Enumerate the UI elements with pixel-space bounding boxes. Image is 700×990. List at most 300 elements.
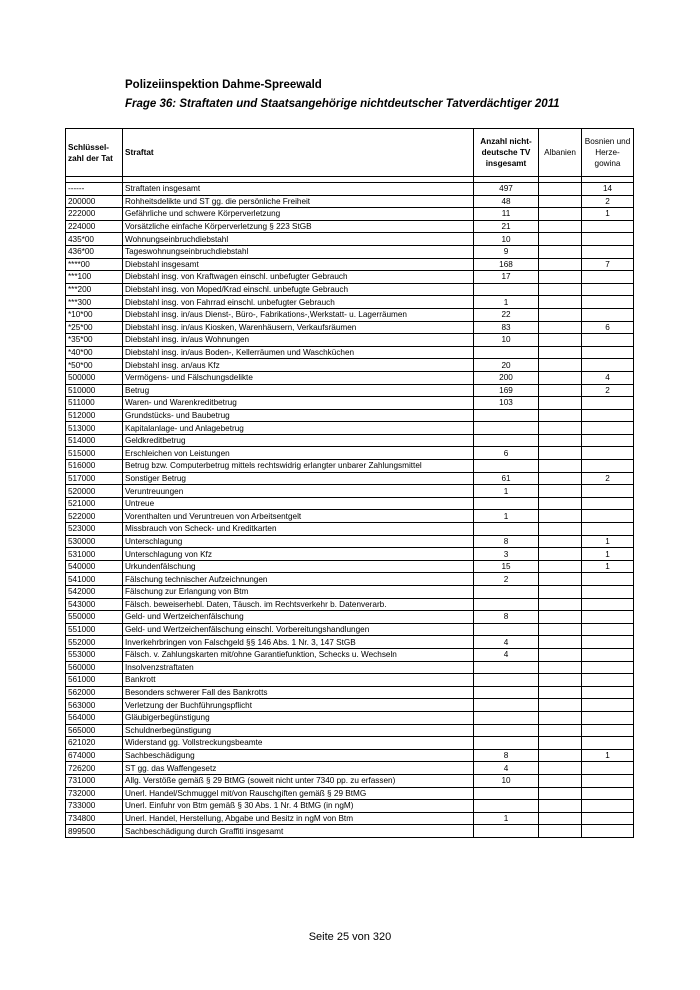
cell-bosnia (582, 233, 634, 246)
cell-total: 21 (474, 220, 539, 233)
cell-bosnia (582, 774, 634, 787)
table-row (66, 183, 634, 196)
cell-albania (539, 812, 582, 825)
cell-offense: Unterschlagung (123, 535, 474, 548)
cell-key: 435*00 (66, 233, 123, 246)
cell-total: 8 (474, 611, 539, 624)
cell-key: 726200 (66, 762, 123, 775)
cell-total: 10 (474, 774, 539, 787)
table-row (66, 460, 634, 473)
cell-albania (539, 434, 582, 447)
cell-bosnia (582, 296, 634, 309)
table-row (66, 787, 634, 800)
cell-albania (539, 749, 582, 762)
cell-bosnia: 1 (582, 560, 634, 573)
cell-key: 523000 (66, 523, 123, 536)
table-row (66, 472, 634, 485)
cell-albania (539, 472, 582, 485)
table-row (66, 346, 634, 359)
cell-albania (539, 258, 582, 271)
cell-offense: Wohnungseinbruchdiebstahl (123, 233, 474, 246)
cell-key: 517000 (66, 472, 123, 485)
table-row (66, 674, 634, 687)
cell-bosnia (582, 586, 634, 599)
table-row (66, 523, 634, 536)
cell-bosnia (582, 308, 634, 321)
cell-offense: Vorenthalten und Veruntreuen von Arbeitsentgelt (123, 510, 474, 523)
cell-offense: Unerl. Handel/Schmuggel mit/von Rauschgiften gemäß § 29 BtMG (123, 787, 474, 800)
cell-total: 9 (474, 245, 539, 258)
cell-offense: Untreue (123, 497, 474, 510)
cell-bosnia (582, 623, 634, 636)
document-title: Frage 36: Straftaten und Staatsangehörige nichtdeutscher Tatverdächtiger 2011 (125, 98, 560, 110)
cell-offense: Betrug bzw. Computerbetrug mittels rechtswidrig erlangter unbarer Zahlungsmittel (123, 460, 474, 473)
cell-bosnia (582, 485, 634, 498)
cell-bosnia (582, 460, 634, 473)
column-header-albania: Albanien (539, 129, 582, 177)
table-row (66, 334, 634, 347)
cell-bosnia (582, 434, 634, 447)
cell-key: 551000 (66, 623, 123, 636)
table-row (66, 737, 634, 750)
cell-total (474, 661, 539, 674)
cell-albania (539, 183, 582, 196)
cell-key: *10*00 (66, 308, 123, 321)
table-row (66, 296, 634, 309)
cell-key: 552000 (66, 636, 123, 649)
cell-bosnia (582, 661, 634, 674)
cell-offense: Diebstahl insg. in/aus Wohnungen (123, 334, 474, 347)
cell-total: 11 (474, 208, 539, 221)
cell-bosnia (582, 825, 634, 838)
cell-key: 520000 (66, 485, 123, 498)
table-row (66, 749, 634, 762)
table-row (66, 598, 634, 611)
table-row (66, 397, 634, 410)
cell-albania (539, 737, 582, 750)
table-row (66, 485, 634, 498)
cell-key: *50*00 (66, 359, 123, 372)
column-header-offense: Straftat (123, 129, 474, 177)
cell-offense: Fälschung zur Erlangung von Btm (123, 586, 474, 599)
table-row (66, 535, 634, 548)
cell-bosnia (582, 497, 634, 510)
cell-key: ------ (66, 183, 123, 196)
table-row (66, 497, 634, 510)
cell-offense: Sonstiger Betrug (123, 472, 474, 485)
cell-albania (539, 283, 582, 296)
cell-total (474, 800, 539, 813)
cell-bosnia: 6 (582, 321, 634, 334)
cell-key: 564000 (66, 711, 123, 724)
cell-total: 1 (474, 510, 539, 523)
cell-total: 17 (474, 271, 539, 284)
cell-key: *40*00 (66, 346, 123, 359)
table-row (66, 699, 634, 712)
cell-offense: Bankrott (123, 674, 474, 687)
table-row (66, 724, 634, 737)
cell-bosnia (582, 422, 634, 435)
cell-total (474, 711, 539, 724)
cell-total (474, 523, 539, 536)
table-row (66, 586, 634, 599)
cell-key: 515000 (66, 447, 123, 460)
cell-total (474, 460, 539, 473)
cell-total (474, 434, 539, 447)
cell-total: 15 (474, 560, 539, 573)
cell-albania (539, 460, 582, 473)
cell-total: 83 (474, 321, 539, 334)
cell-total (474, 497, 539, 510)
cell-albania (539, 371, 582, 384)
cell-key: 530000 (66, 535, 123, 548)
cell-bosnia (582, 346, 634, 359)
cell-key: 621020 (66, 737, 123, 750)
table-row (66, 648, 634, 661)
cell-total: 8 (474, 749, 539, 762)
cell-albania (539, 548, 582, 561)
cell-key: 514000 (66, 434, 123, 447)
cell-albania (539, 636, 582, 649)
cell-key: 522000 (66, 510, 123, 523)
table-row (66, 510, 634, 523)
cell-key: 222000 (66, 208, 123, 221)
cell-albania (539, 661, 582, 674)
cell-key: 521000 (66, 497, 123, 510)
cell-bosnia (582, 636, 634, 649)
cell-albania (539, 762, 582, 775)
cell-offense: Gläubigerbegünstigung (123, 711, 474, 724)
table-row (66, 409, 634, 422)
cell-key: 510000 (66, 384, 123, 397)
cell-albania (539, 800, 582, 813)
cell-offense: Diebstahl insgesamt (123, 258, 474, 271)
cell-albania (539, 586, 582, 599)
table-row (66, 208, 634, 221)
cell-key: 540000 (66, 560, 123, 573)
cell-albania (539, 422, 582, 435)
cell-key: 531000 (66, 548, 123, 561)
cell-bosnia (582, 648, 634, 661)
cell-albania (539, 321, 582, 334)
cell-offense: Vermögens- und Fälschungsdelikte (123, 371, 474, 384)
cell-offense: Rohheitsdelikte und ST gg. die persönliche Freiheit (123, 195, 474, 208)
cell-bosnia: 1 (582, 548, 634, 561)
cell-offense: Gefährliche und schwere Körperverletzung (123, 208, 474, 221)
cell-bosnia: 7 (582, 258, 634, 271)
cell-key: 516000 (66, 460, 123, 473)
cell-offense: Unerl. Einfuhr von Btm gemäß § 30 Abs. 1 Nr. 4 BtMG (in ngM) (123, 800, 474, 813)
cell-offense: Diebstahl insg. von Kraftwagen einschl. unbefugter Gebrauch (123, 271, 474, 284)
cell-offense: Insolvenzstraftaten (123, 661, 474, 674)
cell-key: ***300 (66, 296, 123, 309)
organization-title: Polizeiinspektion Dahme-Spreewald (125, 79, 322, 91)
cell-bosnia: 2 (582, 195, 634, 208)
cell-key: 732000 (66, 787, 123, 800)
table-row (66, 422, 634, 435)
cell-key: 565000 (66, 724, 123, 737)
cell-albania (539, 648, 582, 661)
cell-offense: Betrug (123, 384, 474, 397)
table-row (66, 233, 634, 246)
column-header-total: Anzahl nicht-deutsche TV insgesamt (474, 129, 539, 177)
cell-albania (539, 510, 582, 523)
cell-key: 512000 (66, 409, 123, 422)
cell-offense: Geld- und Wertzeichenfälschung einschl. Vorbereitungshandlungen (123, 623, 474, 636)
table-row (66, 611, 634, 624)
cell-bosnia: 2 (582, 384, 634, 397)
cell-total: 61 (474, 472, 539, 485)
cell-offense: Urkundenfälschung (123, 560, 474, 573)
table-row (66, 812, 634, 825)
cell-albania (539, 497, 582, 510)
cell-offense: Geldkreditbetrug (123, 434, 474, 447)
cell-key: 733000 (66, 800, 123, 813)
cell-offense: Sachbeschädigung (123, 749, 474, 762)
table-row (66, 774, 634, 787)
cell-albania (539, 611, 582, 624)
cell-offense: Tageswohnungseinbruchdiebstahl (123, 245, 474, 258)
page-number: Seite 25 von 320 (308, 931, 392, 943)
cell-bosnia (582, 271, 634, 284)
cell-offense: Grundstücks- und Baubetrug (123, 409, 474, 422)
cell-total: 6 (474, 447, 539, 460)
cell-albania (539, 825, 582, 838)
cell-total: 3 (474, 548, 539, 561)
cell-offense: Unerl. Handel, Herstellung, Abgabe und Besitz in ngM von Btm (123, 812, 474, 825)
cell-bosnia (582, 359, 634, 372)
column-header-key: Schlüssel-zahl der Tat (66, 129, 123, 177)
cell-offense: Missbrauch von Scheck- und Kreditkarten (123, 523, 474, 536)
cell-key: 542000 (66, 586, 123, 599)
cell-albania (539, 195, 582, 208)
cell-offense: Diebstahl insg. in/aus Boden-, Kellerräumen und Waschküchen (123, 346, 474, 359)
cell-albania (539, 220, 582, 233)
cell-albania (539, 560, 582, 573)
cell-offense: Schuldnerbegünstigung (123, 724, 474, 737)
cell-total: 200 (474, 371, 539, 384)
cell-bosnia (582, 334, 634, 347)
cell-key: 553000 (66, 648, 123, 661)
cell-bosnia: 1 (582, 749, 634, 762)
cell-total: 4 (474, 636, 539, 649)
cell-key: ***200 (66, 283, 123, 296)
cell-key: 674000 (66, 749, 123, 762)
cell-offense: Diebstahl insg. an/aus Kfz (123, 359, 474, 372)
cell-key: 500000 (66, 371, 123, 384)
cell-bosnia (582, 800, 634, 813)
cell-total (474, 586, 539, 599)
table-row (66, 447, 634, 460)
cell-offense: Besonders schwerer Fall des Bankrotts (123, 686, 474, 699)
cell-offense: Erschleichen von Leistungen (123, 447, 474, 460)
cell-bosnia (582, 724, 634, 737)
table-row (66, 308, 634, 321)
table-row (66, 220, 634, 233)
cell-key: 734800 (66, 812, 123, 825)
table-row (66, 825, 634, 838)
cell-albania (539, 245, 582, 258)
table-row (66, 434, 634, 447)
cell-bosnia (582, 283, 634, 296)
table-row (66, 245, 634, 258)
cell-total (474, 422, 539, 435)
cell-albania (539, 573, 582, 586)
cell-key: 899500 (66, 825, 123, 838)
cell-total: 48 (474, 195, 539, 208)
cell-offense: Diebstahl insg. in/aus Dienst-, Büro-, Fabrikations-,Werkstatt- u. Lagerräumen (123, 308, 474, 321)
cell-bosnia (582, 573, 634, 586)
cell-offense: Verletzung der Buchführungspflicht (123, 699, 474, 712)
cell-offense: Fälsch. v. Zahlungskarten mit/ohne Garantiefunktion, Schecks u. Wechseln (123, 648, 474, 661)
cell-total (474, 686, 539, 699)
table-row (66, 258, 634, 271)
cell-bosnia (582, 245, 634, 258)
cell-albania (539, 359, 582, 372)
cell-total (474, 737, 539, 750)
cell-total: 10 (474, 233, 539, 246)
cell-bosnia (582, 737, 634, 750)
cell-key: 731000 (66, 774, 123, 787)
cell-offense: Diebstahl insg. in/aus Kiosken, Warenhäusern, Verkaufsräumen (123, 321, 474, 334)
cell-total (474, 283, 539, 296)
cell-key: ****00 (66, 258, 123, 271)
cell-offense: Unterschlagung von Kfz (123, 548, 474, 561)
table-row (66, 195, 634, 208)
crime-statistics-table (65, 128, 634, 838)
cell-albania (539, 208, 582, 221)
cell-total: 168 (474, 258, 539, 271)
cell-offense: Fälschung technischer Aufzeichnungen (123, 573, 474, 586)
cell-albania (539, 535, 582, 548)
cell-bosnia (582, 699, 634, 712)
cell-key: *25*00 (66, 321, 123, 334)
cell-total: 169 (474, 384, 539, 397)
cell-total: 10 (474, 334, 539, 347)
cell-total (474, 825, 539, 838)
cell-albania (539, 711, 582, 724)
cell-bosnia: 1 (582, 208, 634, 221)
cell-bosnia (582, 711, 634, 724)
cell-offense: Widerstand gg. Vollstreckungsbeamte (123, 737, 474, 750)
cell-total: 1 (474, 296, 539, 309)
cell-albania (539, 523, 582, 536)
cell-total: 8 (474, 535, 539, 548)
cell-total: 2 (474, 573, 539, 586)
table-row (66, 762, 634, 775)
cell-total: 4 (474, 648, 539, 661)
cell-total: 20 (474, 359, 539, 372)
cell-offense: Waren- und Warenkreditbetrug (123, 397, 474, 410)
cell-bosnia (582, 447, 634, 460)
cell-albania (539, 485, 582, 498)
cell-total: 497 (474, 183, 539, 196)
cell-bosnia (582, 674, 634, 687)
cell-bosnia (582, 510, 634, 523)
cell-key: 436*00 (66, 245, 123, 258)
cell-bosnia (582, 523, 634, 536)
cell-bosnia: 2 (582, 472, 634, 485)
cell-offense: Allg. Verstöße gemäß § 29 BtMG (soweit nicht unter 7340 pp. zu erfassen) (123, 774, 474, 787)
cell-albania (539, 699, 582, 712)
cell-albania (539, 334, 582, 347)
cell-albania (539, 271, 582, 284)
cell-key: 562000 (66, 686, 123, 699)
cell-albania (539, 409, 582, 422)
cell-bosnia: 4 (582, 371, 634, 384)
table-row (66, 661, 634, 674)
table-row (66, 384, 634, 397)
cell-offense: Geld- und Wertzeichenfälschung (123, 611, 474, 624)
cell-total: 1 (474, 812, 539, 825)
cell-bosnia (582, 220, 634, 233)
table-row (66, 548, 634, 561)
cell-albania (539, 397, 582, 410)
cell-total (474, 623, 539, 636)
table-row (66, 271, 634, 284)
cell-bosnia: 1 (582, 535, 634, 548)
cell-key: 200000 (66, 195, 123, 208)
cell-bosnia (582, 762, 634, 775)
table-row (66, 371, 634, 384)
cell-offense: Diebstahl insg. von Fahrrad einschl. unbefugter Gebrauch (123, 296, 474, 309)
cell-total (474, 598, 539, 611)
cell-total (474, 346, 539, 359)
cell-key: 543000 (66, 598, 123, 611)
table-row (66, 636, 634, 649)
cell-albania (539, 674, 582, 687)
cell-total (474, 674, 539, 687)
cell-key: 541000 (66, 573, 123, 586)
cell-albania (539, 598, 582, 611)
cell-albania (539, 384, 582, 397)
cell-total: 1 (474, 485, 539, 498)
cell-albania (539, 686, 582, 699)
table-row (66, 800, 634, 813)
cell-offense: Vorsätzliche einfache Körperverletzung § 223 StGB (123, 220, 474, 233)
cell-key: ***100 (66, 271, 123, 284)
cell-bosnia (582, 611, 634, 624)
cell-offense: Sachbeschädigung durch Graffiti insgesamt (123, 825, 474, 838)
table-row (66, 711, 634, 724)
cell-total (474, 409, 539, 422)
cell-albania (539, 787, 582, 800)
table-row (66, 623, 634, 636)
cell-total (474, 699, 539, 712)
column-header-bosnia: Bosnien und Herze-gowina (582, 129, 634, 177)
cell-bosnia (582, 686, 634, 699)
cell-key: 560000 (66, 661, 123, 674)
cell-total: 103 (474, 397, 539, 410)
cell-offense: Veruntreuungen (123, 485, 474, 498)
table-row (66, 283, 634, 296)
table-row (66, 573, 634, 586)
cell-total: 22 (474, 308, 539, 321)
cell-bosnia (582, 397, 634, 410)
cell-total (474, 724, 539, 737)
cell-key: *35*00 (66, 334, 123, 347)
table-header-row (66, 129, 634, 177)
table-row (66, 359, 634, 372)
cell-albania (539, 774, 582, 787)
cell-albania (539, 296, 582, 309)
cell-albania (539, 346, 582, 359)
cell-key: 550000 (66, 611, 123, 624)
cell-albania (539, 623, 582, 636)
cell-bosnia (582, 787, 634, 800)
table-row (66, 686, 634, 699)
table-body (66, 177, 634, 838)
